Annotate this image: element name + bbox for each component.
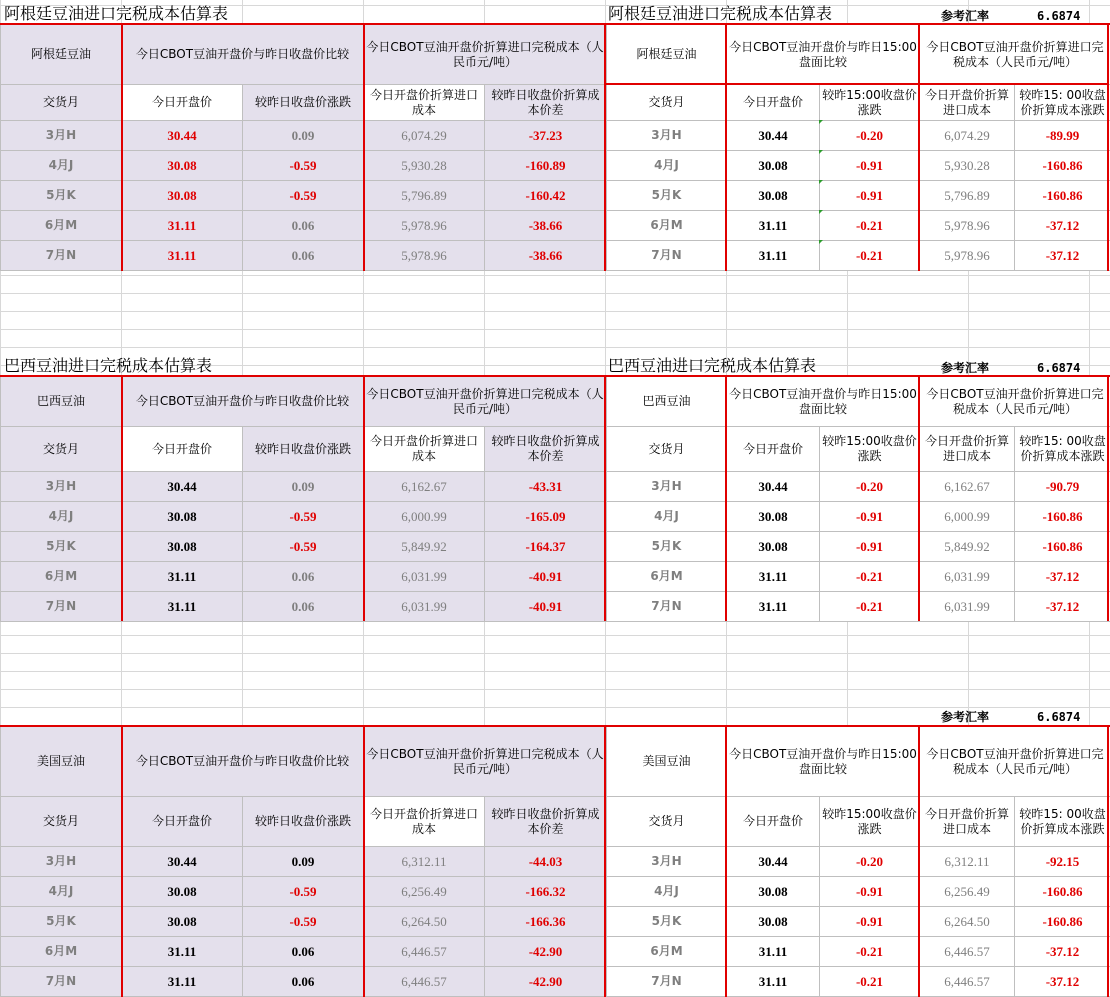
- col-header-month: 交货月: [1, 427, 122, 472]
- col-header-diff: 较昨15: 00收盘价折算成本涨跌: [1015, 427, 1110, 472]
- cost-cell: 6,446.57: [920, 967, 1015, 997]
- open-price-cell: 30.08: [727, 907, 820, 937]
- open-price-cell: 31.11: [122, 937, 243, 967]
- diff-cell: -40.91: [485, 592, 607, 622]
- open-price-cell: 31.11: [122, 241, 243, 271]
- open-price-cell: 31.11: [122, 562, 243, 592]
- brazil-right-table: [606, 376, 1110, 622]
- table-row: [1, 532, 607, 562]
- diff-cell: -89.99: [1015, 121, 1110, 151]
- month-cell: 7月N: [1, 592, 122, 622]
- col-header-change: 较昨日收盘价涨跌: [243, 427, 364, 472]
- change-cell: -0.20: [820, 121, 920, 151]
- argentina-title-right: 阿根廷豆油进口完税成本估算表: [608, 4, 833, 23]
- col-header-open: 今日开盘价: [727, 797, 820, 847]
- cost-cell: 6,074.29: [920, 121, 1015, 151]
- change-cell: -0.59: [243, 532, 364, 562]
- change-cell: -0.20: [820, 472, 920, 502]
- cell-comment-indicator-icon: [819, 150, 823, 154]
- table-row: [607, 562, 1110, 592]
- month-cell: 3月H: [1, 472, 122, 502]
- open-price-cell: 30.08: [727, 877, 820, 907]
- change-cell: 0.09: [243, 847, 364, 877]
- col-header-cost: 今日开盘价折算进口成本: [920, 85, 1015, 121]
- diff-cell: -160.86: [1015, 532, 1110, 562]
- table-row: [607, 907, 1110, 937]
- col-header-diff: 较昨15: 00收盘价折算成本涨跌: [1015, 85, 1110, 121]
- change-cell: 0.09: [243, 121, 364, 151]
- diff-cell: -166.32: [485, 877, 607, 907]
- month-cell: 5月K: [1, 181, 122, 211]
- product-name-cell: 巴西豆油: [1, 377, 122, 427]
- product-name-cell: 美国豆油: [1, 727, 122, 797]
- table-row: [1, 937, 607, 967]
- change-cell: 0.09: [243, 472, 364, 502]
- exchange-rate-value: 6.6874: [1037, 9, 1081, 23]
- cell-comment-indicator-icon: [819, 240, 823, 244]
- change-cell: -0.21: [820, 967, 920, 997]
- group-header-cost: 今日CBOT豆油开盘价折算进口完税成本（人民币元/吨）: [364, 377, 607, 427]
- argentina-left-table: [0, 24, 607, 271]
- col-header-open: 今日开盘价: [727, 427, 820, 472]
- product-name-cell: 巴西豆油: [607, 377, 727, 427]
- change-cell: -0.91: [820, 907, 920, 937]
- open-price-cell: 30.44: [727, 847, 820, 877]
- change-cell: -0.21: [820, 211, 920, 241]
- month-cell: 6月M: [1, 211, 122, 241]
- diff-cell: -92.15: [1015, 847, 1110, 877]
- cost-cell: 5,849.92: [920, 532, 1015, 562]
- month-cell: 5月K: [1, 532, 122, 562]
- month-cell: 7月N: [607, 592, 727, 622]
- brazil-left-table: [0, 376, 607, 622]
- cost-cell: 6,256.49: [920, 877, 1015, 907]
- diff-cell: -166.36: [485, 907, 607, 937]
- group-header-price-compare: 今日CBOT豆油开盘价与昨日15:00盘面比较: [727, 727, 920, 797]
- diff-cell: -165.09: [485, 502, 607, 532]
- diff-cell: -38.66: [485, 241, 607, 271]
- diff-cell: -42.90: [485, 937, 607, 967]
- col-header-diff: 较昨15: 00收盘价折算成本涨跌: [1015, 797, 1110, 847]
- table-row: [1, 877, 607, 907]
- cost-cell: 6,446.57: [364, 937, 485, 967]
- diff-cell: -37.12: [1015, 211, 1110, 241]
- table-row: [1, 847, 607, 877]
- open-price-cell: 31.11: [122, 967, 243, 997]
- month-cell: 5月K: [1, 907, 122, 937]
- change-cell: 0.06: [243, 937, 364, 967]
- open-price-cell: 30.44: [122, 121, 243, 151]
- table-row: [607, 847, 1110, 877]
- cost-cell: 6,446.57: [920, 937, 1015, 967]
- month-cell: 7月N: [1, 967, 122, 997]
- cost-cell: 5,930.28: [364, 151, 485, 181]
- group-header-cost: 今日CBOT豆油开盘价折算进口完税成本（人民币元/吨）: [364, 25, 607, 85]
- table-row: [607, 937, 1110, 967]
- diff-cell: -42.90: [485, 967, 607, 997]
- cost-cell: 6,312.11: [364, 847, 485, 877]
- cost-cell: 6,312.11: [920, 847, 1015, 877]
- open-price-cell: 31.11: [727, 211, 820, 241]
- group-header-cost: 今日CBOT豆油开盘价折算进口完税成本（人民币元/吨）: [920, 377, 1110, 427]
- cost-cell: 6,256.49: [364, 877, 485, 907]
- table-row: [1, 907, 607, 937]
- table-row: [1, 967, 607, 997]
- month-cell: 6月M: [607, 562, 727, 592]
- month-cell: 6月M: [607, 937, 727, 967]
- group-header-price-compare: 今日CBOT豆油开盘价与昨日收盘价比较: [122, 25, 364, 85]
- change-cell: -0.21: [820, 937, 920, 967]
- month-cell: 3月H: [607, 121, 727, 151]
- col-header-open: 今日开盘价: [122, 427, 243, 472]
- table-row: [607, 151, 1110, 181]
- cost-cell: 6,162.67: [920, 472, 1015, 502]
- diff-cell: -37.12: [1015, 562, 1110, 592]
- diff-cell: -40.91: [485, 562, 607, 592]
- diff-cell: -160.86: [1015, 877, 1110, 907]
- table-row: [607, 472, 1110, 502]
- exchange-rate-value: 6.6874: [1037, 710, 1081, 724]
- cost-cell: 5,978.96: [364, 211, 485, 241]
- exchange-rate-label: 参考汇率: [941, 9, 990, 23]
- cost-cell: 5,978.96: [920, 241, 1015, 271]
- change-cell: -0.21: [820, 241, 920, 271]
- cost-cell: 5,978.96: [920, 211, 1015, 241]
- col-header-change: 较昨15:00收盘价涨跌: [820, 85, 920, 121]
- group-header-cost: 今日CBOT豆油开盘价折算进口完税成本（人民币元/吨）: [364, 727, 607, 797]
- change-cell: -0.91: [820, 151, 920, 181]
- month-cell: 6月M: [1, 937, 122, 967]
- brazil-title-right: 巴西豆油进口完税成本估算表: [608, 356, 817, 375]
- col-header-cost: 今日开盘价折算进口成本: [920, 427, 1015, 472]
- diff-cell: -90.79: [1015, 472, 1110, 502]
- cost-cell: 6,031.99: [364, 562, 485, 592]
- month-cell: 5月K: [607, 181, 727, 211]
- open-price-cell: 30.44: [122, 472, 243, 502]
- col-header-open: 今日开盘价: [122, 797, 243, 847]
- diff-cell: -44.03: [485, 847, 607, 877]
- open-price-cell: 30.44: [727, 121, 820, 151]
- col-header-month: 交货月: [607, 427, 727, 472]
- col-header-change: 较昨15:00收盘价涨跌: [820, 797, 920, 847]
- open-price-cell: 30.08: [122, 181, 243, 211]
- diff-cell: -164.37: [485, 532, 607, 562]
- open-price-cell: 30.08: [727, 181, 820, 211]
- diff-cell: -43.31: [485, 472, 607, 502]
- product-name-cell: 阿根廷豆油: [607, 25, 727, 85]
- table-row: [607, 502, 1110, 532]
- change-cell: -0.59: [243, 907, 364, 937]
- brazil-title-left: 巴西豆油进口完税成本估算表: [4, 356, 213, 375]
- cost-cell: 6,031.99: [920, 592, 1015, 622]
- group-header-price-compare: 今日CBOT豆油开盘价与昨日收盘价比较: [122, 377, 364, 427]
- change-cell: 0.06: [243, 967, 364, 997]
- diff-cell: -37.12: [1015, 967, 1110, 997]
- cost-cell: 6,446.57: [364, 967, 485, 997]
- month-cell: 3月H: [607, 847, 727, 877]
- cost-cell: 5,978.96: [364, 241, 485, 271]
- change-cell: -0.21: [820, 562, 920, 592]
- col-header-change: 较昨日收盘价涨跌: [243, 797, 364, 847]
- open-price-cell: 30.08: [122, 502, 243, 532]
- col-header-change: 较昨日收盘价涨跌: [243, 85, 364, 121]
- table-row: [607, 211, 1110, 241]
- open-price-cell: 30.44: [727, 472, 820, 502]
- cost-cell: 5,796.89: [364, 181, 485, 211]
- group-header-cost: 今日CBOT豆油开盘价折算进口完税成本（人民币元/吨）: [920, 727, 1110, 797]
- diff-cell: -37.12: [1015, 241, 1110, 271]
- month-cell: 7月N: [1, 241, 122, 271]
- argentina-right-table: [606, 24, 1110, 271]
- cost-cell: 6,000.99: [364, 502, 485, 532]
- open-price-cell: 30.08: [727, 151, 820, 181]
- col-header-diff: 较昨日收盘价折算成本价差: [485, 85, 607, 121]
- table-row: [607, 181, 1110, 211]
- group-header-price-compare: 今日CBOT豆油开盘价与昨日15:00盘面比较: [727, 377, 920, 427]
- cost-cell: 6,162.67: [364, 472, 485, 502]
- table-row: [607, 967, 1110, 997]
- cost-cell: 6,031.99: [920, 562, 1015, 592]
- diff-cell: -38.66: [485, 211, 607, 241]
- month-cell: 5月K: [607, 532, 727, 562]
- product-name-cell: 美国豆油: [607, 727, 727, 797]
- open-price-cell: 31.11: [122, 592, 243, 622]
- usa-left-table: [0, 726, 607, 997]
- change-cell: -0.59: [243, 502, 364, 532]
- group-header-cost: 今日CBOT豆油开盘价折算进口完税成本（人民币元/吨）: [920, 25, 1110, 85]
- change-cell: -0.21: [820, 592, 920, 622]
- col-header-month: 交货月: [607, 85, 727, 121]
- cell-comment-indicator-icon: [819, 180, 823, 184]
- group-header-price-compare: 今日CBOT豆油开盘价与昨日15:00盘面比较: [727, 25, 920, 85]
- cell-comment-indicator-icon: [819, 210, 823, 214]
- open-price-cell: 30.08: [122, 877, 243, 907]
- exchange-rate-label: 参考汇率: [941, 710, 990, 724]
- table-row: [1, 502, 607, 532]
- cell-comment-indicator-icon: [819, 120, 823, 124]
- month-cell: 4月J: [1, 877, 122, 907]
- col-header-month: 交货月: [1, 85, 122, 121]
- table-row: [1, 121, 607, 151]
- change-cell: -0.59: [243, 877, 364, 907]
- diff-cell: -37.12: [1015, 937, 1110, 967]
- open-price-cell: 30.08: [122, 532, 243, 562]
- cost-cell: 6,264.50: [920, 907, 1015, 937]
- group-header-price-compare: 今日CBOT豆油开盘价与昨日收盘价比较: [122, 727, 364, 797]
- month-cell: 4月J: [1, 151, 122, 181]
- diff-cell: -160.86: [1015, 907, 1110, 937]
- change-cell: -0.20: [820, 847, 920, 877]
- col-header-open: 今日开盘价: [727, 85, 820, 121]
- diff-cell: -160.86: [1015, 181, 1110, 211]
- open-price-cell: 30.08: [727, 532, 820, 562]
- table-row: [1, 181, 607, 211]
- diff-cell: -160.42: [485, 181, 607, 211]
- month-cell: 4月J: [607, 877, 727, 907]
- exchange-rate-label: 参考汇率: [941, 361, 990, 375]
- open-price-cell: 31.11: [122, 211, 243, 241]
- change-cell: -0.91: [820, 502, 920, 532]
- open-price-cell: 31.11: [727, 592, 820, 622]
- cost-cell: 5,930.28: [920, 151, 1015, 181]
- col-header-cost: 今日开盘价折算进口成本: [364, 427, 485, 472]
- table-row: [607, 592, 1110, 622]
- cost-cell: 6,074.29: [364, 121, 485, 151]
- change-cell: 0.06: [243, 241, 364, 271]
- table-row: [607, 877, 1110, 907]
- change-cell: 0.06: [243, 592, 364, 622]
- month-cell: 3月H: [1, 121, 122, 151]
- cost-cell: 6,000.99: [920, 502, 1015, 532]
- month-cell: 5月K: [607, 907, 727, 937]
- month-cell: 7月N: [607, 967, 727, 997]
- month-cell: 6月M: [607, 211, 727, 241]
- open-price-cell: 30.08: [122, 151, 243, 181]
- open-price-cell: 30.44: [122, 847, 243, 877]
- cost-cell: 5,796.89: [920, 181, 1015, 211]
- col-header-open: 今日开盘价: [122, 85, 243, 121]
- product-name-cell: 阿根廷豆油: [1, 25, 122, 85]
- change-cell: -0.59: [243, 151, 364, 181]
- month-cell: 6月M: [1, 562, 122, 592]
- col-header-change: 较昨15:00收盘价涨跌: [820, 427, 920, 472]
- change-cell: -0.91: [820, 181, 920, 211]
- col-header-cost: 今日开盘价折算进口成本: [364, 85, 485, 121]
- diff-cell: -37.12: [1015, 592, 1110, 622]
- table-row: [607, 121, 1110, 151]
- diff-cell: -160.86: [1015, 151, 1110, 181]
- month-cell: 7月N: [607, 241, 727, 271]
- table-row: [1, 241, 607, 271]
- change-cell: -0.91: [820, 532, 920, 562]
- table-row: [1, 562, 607, 592]
- col-header-diff: 较昨日收盘价折算成本价差: [485, 797, 607, 847]
- diff-cell: -160.89: [485, 151, 607, 181]
- argentina-title-left: 阿根廷豆油进口完税成本估算表: [4, 4, 229, 23]
- table-row: [1, 592, 607, 622]
- cost-cell: 6,031.99: [364, 592, 485, 622]
- table-row: [607, 532, 1110, 562]
- month-cell: 4月J: [607, 151, 727, 181]
- open-price-cell: 30.08: [122, 907, 243, 937]
- table-row: [1, 211, 607, 241]
- change-cell: 0.06: [243, 211, 364, 241]
- open-price-cell: 31.11: [727, 967, 820, 997]
- month-cell: 3月H: [607, 472, 727, 502]
- open-price-cell: 31.11: [727, 562, 820, 592]
- open-price-cell: 31.11: [727, 937, 820, 967]
- col-header-cost: 今日开盘价折算进口成本: [920, 797, 1015, 847]
- diff-cell: -160.86: [1015, 502, 1110, 532]
- usa-right-table: [606, 726, 1110, 997]
- table-row: [1, 151, 607, 181]
- month-cell: 4月J: [607, 502, 727, 532]
- diff-cell: -37.23: [485, 121, 607, 151]
- open-price-cell: 31.11: [727, 241, 820, 271]
- col-header-diff: 较昨日收盘价折算成本价差: [485, 427, 607, 472]
- exchange-rate-value: 6.6874: [1037, 361, 1081, 375]
- change-cell: -0.59: [243, 181, 364, 211]
- change-cell: 0.06: [243, 562, 364, 592]
- table-row: [607, 241, 1110, 271]
- month-cell: 4月J: [1, 502, 122, 532]
- cost-cell: 6,264.50: [364, 907, 485, 937]
- month-cell: 3月H: [1, 847, 122, 877]
- col-header-month: 交货月: [607, 797, 727, 847]
- change-cell: -0.91: [820, 877, 920, 907]
- open-price-cell: 30.08: [727, 502, 820, 532]
- cost-cell: 5,849.92: [364, 532, 485, 562]
- col-header-cost: 今日开盘价折算进口成本: [364, 797, 485, 847]
- col-header-month: 交货月: [1, 797, 122, 847]
- table-row: [1, 472, 607, 502]
